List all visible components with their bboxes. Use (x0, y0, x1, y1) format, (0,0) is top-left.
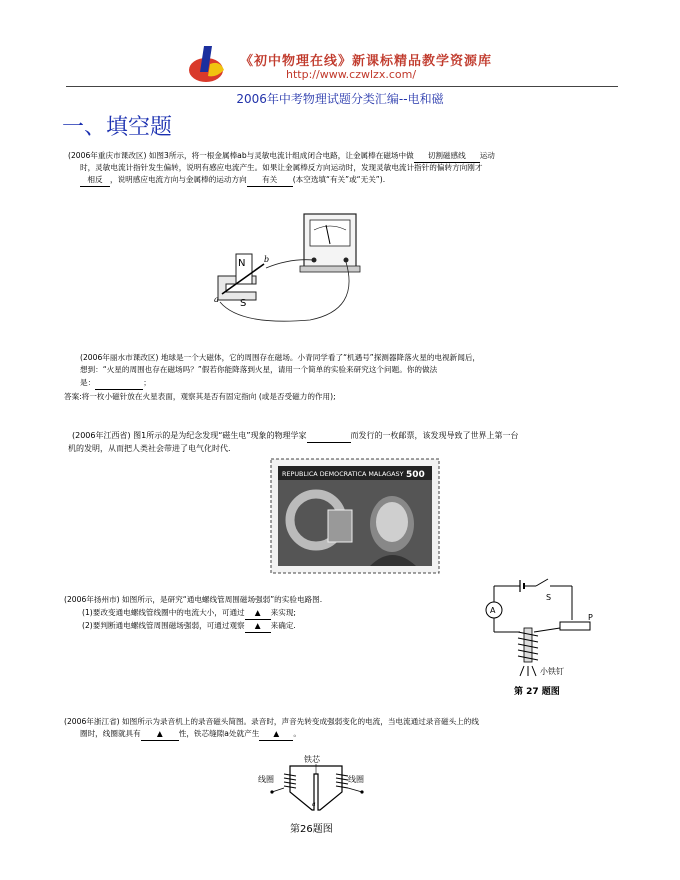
q2-answer: 答案:将一枚小磁针放在火星表面，观察其是否有固定指向 (或是否受磁力的作用); (64, 392, 336, 401)
q4-label-nail: 小铁钉 (540, 667, 564, 676)
q2-line3: 是： ； (80, 377, 151, 390)
q3-line1: (2006年江西省) 图1所示的是为纪念发现“磁生电”现象的物理学家 而发行的一枚邮票，该发现导致了世界上第一台 (72, 430, 519, 443)
q5-label-core: 铁芯 (304, 755, 320, 764)
q3-stamp-text: REPUBLICA DEMOCRATICA MALAGASY (282, 470, 404, 478)
q1-label-a: a (214, 295, 219, 304)
q4-line3: (2)要判断通电螺线管周围磁场强弱，可通过观察 ▲ 来确定. (82, 620, 296, 633)
q4-line1: (2006年扬州市) 如图所示，是研究“通电螺线管周围磁场强弱”的实验电路图. (64, 595, 323, 604)
q4-figure-circuit (480, 576, 600, 700)
q1-blank-1: 切割磁感线 (414, 150, 480, 163)
header-divider (66, 86, 618, 87)
q4-line2: (1)要改变通电螺线管线圈中的电流大小，可通过 ▲ 来实现; (82, 607, 296, 620)
document-title: 2006年中考物理试题分类汇编--电和磁 (236, 92, 444, 106)
q1-blank-3: 有关 (247, 174, 293, 187)
q5-figure-recording-head (256, 752, 376, 818)
q1-label-s: S (240, 298, 247, 309)
q5-blank-2: ▲ (259, 728, 293, 741)
q5-line2: 圈时，线圈就具有 ▲ 性，铁芯缝隙a处就产生 ▲ 。 (80, 728, 301, 741)
banner-title: 《初中物理在线》新课标精品教学资源库 (240, 54, 493, 69)
q3-stamp-value: 500 (406, 470, 425, 480)
q4-label-a: A (490, 606, 496, 615)
section-heading: 一、填空题 (62, 115, 173, 140)
q3-stamp-image (270, 458, 440, 574)
q5-label-coil-left: 线圈 (258, 775, 274, 784)
q5-line1: (2006年浙江省) 如图所示为录音机上的录音磁头简图。录音时，声音先转变成强弱变化的电流，当电流通过录音磁头上的线 (64, 717, 479, 726)
q1-line1: (2006年重庆市课改区) 如图3所示，将一根金属棒ab与灵敏电流计组成闭合电路，让金属棒在磁场中做 切割磁感线 运动 (68, 150, 495, 163)
q1-line2: 时，灵敏电流计指针发生偏转，说明有感应电流产生。如果让金属棒反方向运动时，发现灵敏电流计指针的偏转方向刚才 (80, 163, 483, 172)
q4-blank-2: ▲ (245, 620, 271, 633)
q1-figure-galvanometer (200, 210, 370, 328)
q5-figure-caption: 第26题图 (290, 824, 333, 835)
q4-label-s: S (546, 593, 552, 602)
q5-label-a: a (312, 801, 316, 808)
q2-answer-blank (95, 377, 143, 390)
site-logo (186, 42, 230, 86)
q1-line3: 相反 ，说明感应电流方向与金属棒的运动方向 有关 (本空选填“有关”或“无关”). (80, 174, 385, 187)
q4-label-p: P (588, 613, 593, 622)
q5-blank-1: ▲ (141, 728, 179, 741)
banner-url[interactable]: http://www.czwlzx.com/ (286, 68, 417, 81)
q3-blank (307, 430, 351, 443)
q5-label-coil-right: 线圈 (348, 775, 364, 784)
q3-line2: 机的发明，从而把人类社会带进了电气化时代. (68, 444, 231, 453)
q1-label-n: N (238, 258, 246, 269)
q2-line1: (2006年丽水市课改区) 地球是一个大磁体，它的周围存在磁场。小青同学看了“机遇号”探测器降落火星的电视新闻后， (80, 353, 481, 362)
q1-blank-2: 相反 (80, 174, 110, 187)
q1-label-b: b (264, 255, 270, 264)
q2-line2: 想到：“火星的周围也存在磁场吗？”假若你能降落到火星，请用一个简单的实验来研究这个问题。你的做法 (80, 365, 438, 374)
q4-blank-1: ▲ (245, 607, 271, 620)
q4-figure-caption: 第 27 题图 (514, 687, 560, 697)
